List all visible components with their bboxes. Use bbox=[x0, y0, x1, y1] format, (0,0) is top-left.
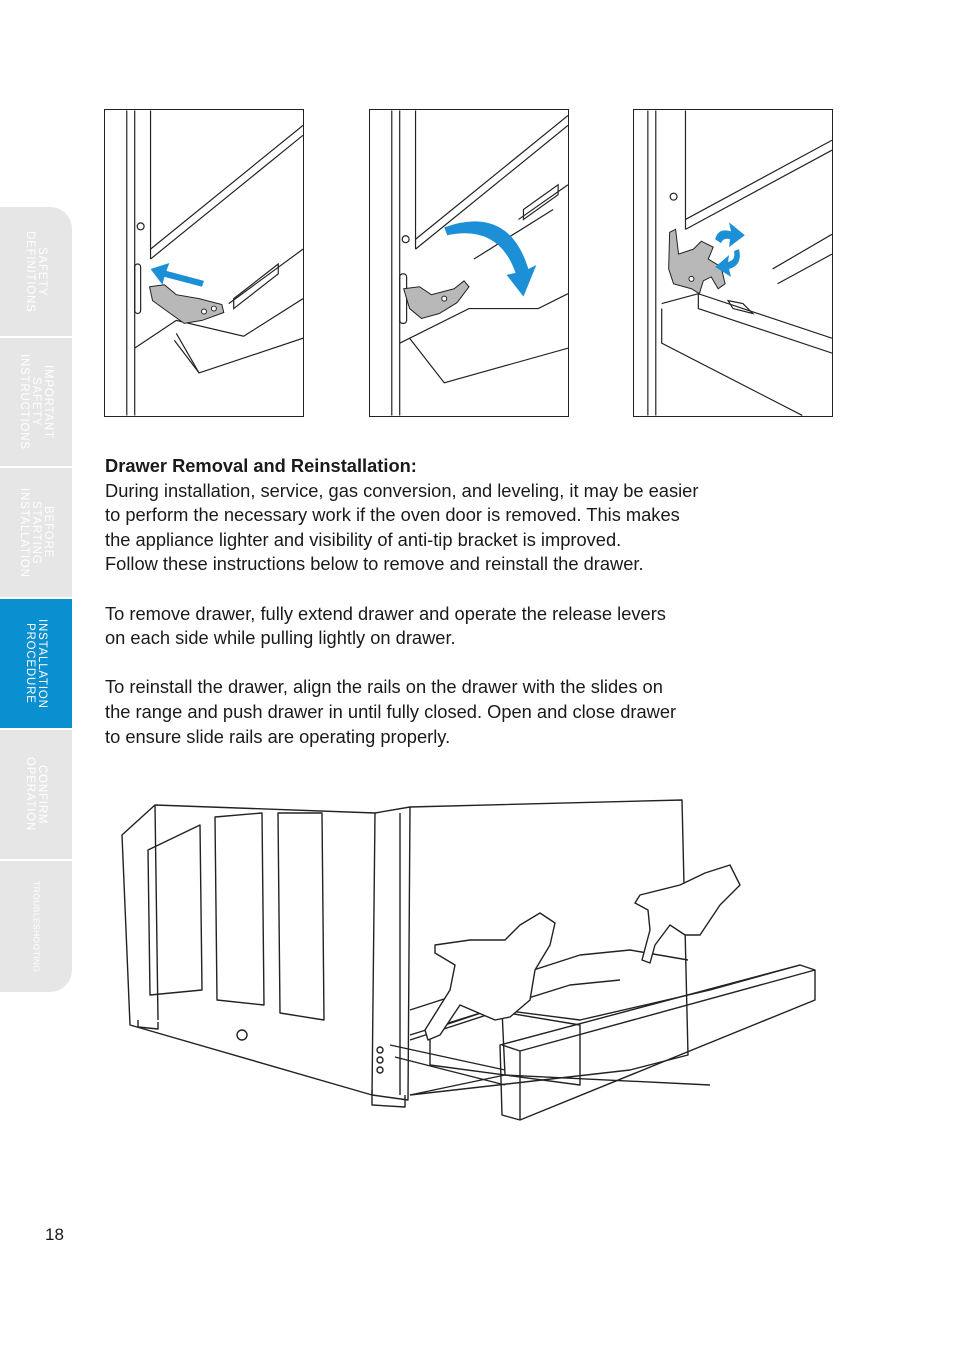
arrow-icon bbox=[151, 263, 204, 287]
tab-label: INSTALLATION PROCEDURE bbox=[24, 618, 49, 709]
hands bbox=[425, 865, 740, 1040]
tab-label: IMPORTANT SAFETY INSTRUCTIONS bbox=[17, 354, 55, 450]
figure-release-lever-lift bbox=[633, 109, 833, 417]
intro-line: the appliance lighter and visibility of anti-tip bracket is improved. bbox=[105, 528, 622, 550]
intro-line: Follow these instructions below to remove and reinstall the drawer. bbox=[105, 553, 644, 575]
tab-installation-procedure[interactable] bbox=[0, 599, 72, 730]
reinstall-instruction-line: To reinstall the drawer, align the rails on the drawer with the slides on bbox=[105, 676, 663, 698]
intro-line: to perform the necessary work if the oven door is removed. This makes bbox=[105, 504, 680, 526]
section-heading: Drawer Removal and Reinstallation: bbox=[105, 455, 417, 476]
drawer-rotation-illustration bbox=[370, 110, 568, 416]
reinstall-instruction-line: the range and push drawer in until fully closed. Open and close drawer bbox=[105, 700, 677, 722]
tab-label: BEFORE STARTING INSTALLATION bbox=[17, 487, 55, 578]
tab-label: TROUBLESHOOTING bbox=[31, 880, 42, 973]
tab-confirm-operation[interactable] bbox=[0, 730, 72, 861]
page-number: 18 bbox=[45, 1225, 64, 1244]
instructions-text bbox=[105, 454, 850, 749]
figure-release-lever-push bbox=[104, 109, 304, 417]
tab-label: SAFETY DEFINITIONS bbox=[24, 230, 49, 313]
rotate-arrow-icon bbox=[715, 222, 745, 247]
release-lever-illustration bbox=[105, 110, 303, 416]
remove-instruction-line: on each side while pulling lightly on drawer. bbox=[105, 627, 456, 649]
lever-lift-illustration bbox=[634, 110, 832, 416]
tab-troubleshooting[interactable] bbox=[0, 861, 72, 992]
reinstall-instruction-line: to ensure slide rails are operating properly. bbox=[105, 725, 451, 747]
tab-safety-definitions[interactable] bbox=[0, 207, 72, 338]
lever-bracket bbox=[150, 285, 224, 324]
tab-label: CONFIRM OPERATION bbox=[24, 757, 49, 832]
intro-line: During installation, service, gas conversion, and leveling, it may be easier bbox=[105, 479, 699, 501]
range-drawer-drawing bbox=[110, 795, 830, 1135]
tab-before-starting-installation[interactable] bbox=[0, 468, 72, 599]
tab-important-safety-instructions[interactable] bbox=[0, 338, 72, 468]
figure-release-lever-rotate bbox=[369, 109, 569, 417]
remove-instruction-line: To remove drawer, fully extend drawer and operate the release levers bbox=[105, 602, 666, 624]
drawer-removal-illustration bbox=[110, 795, 830, 1135]
section-tabs bbox=[0, 207, 72, 992]
